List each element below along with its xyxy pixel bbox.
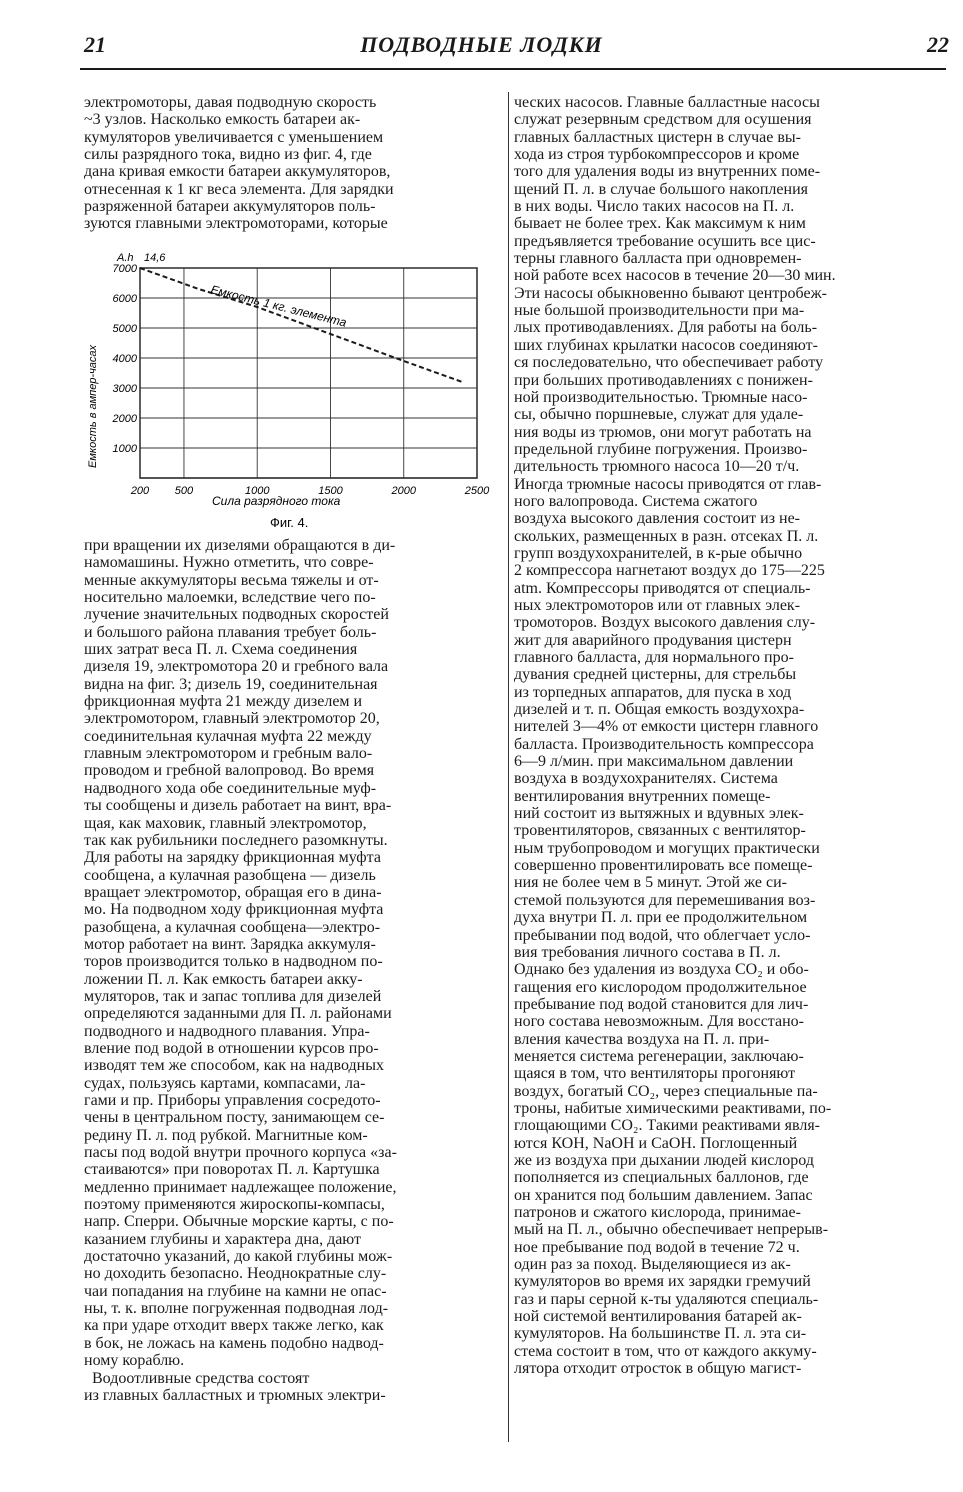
- text-line: из главных балластных и трюмных электри-: [84, 1386, 386, 1404]
- text-line: воздуха высокого давления состоит из не-: [514, 510, 801, 528]
- text-line: видна на фиг. 3; дизель 19, соединительная: [84, 675, 378, 693]
- text-line: жит для аварийного продувания цистерн: [514, 631, 792, 649]
- text-line: Водоотливные средства состоят: [84, 1369, 310, 1387]
- text-line: духа внутри П. л. при ее продолжительном: [514, 909, 808, 927]
- text-line: разобщена, а кулачная сообщена—электро-: [84, 918, 381, 936]
- text-line: меняется система регенерации, заключаю-: [514, 1047, 804, 1065]
- text-line: вращает электромотор, обращая его в дина-: [84, 883, 382, 901]
- text-line: ты сообщены и дизель работает на винт, вра-: [84, 797, 392, 815]
- text-line: лятора отходит отросток в общую магист-: [514, 1360, 802, 1378]
- page-number-left: 21: [84, 32, 106, 57]
- text-line: дительность трюмного насоса 10—20 т/ч.: [514, 458, 800, 476]
- text-line: пребывание под водой становится для лич-: [514, 995, 809, 1013]
- capacity-chart: [84, 248, 502, 538]
- text-line: но доходить безопасно. Неоднократные слу-: [84, 1265, 387, 1283]
- text-line: из торпедных аппаратов, для пуска в ход: [514, 683, 792, 701]
- text-line: подводного и надводного плавания. Упра-: [84, 1022, 370, 1040]
- text-line: так как рубильники последнего разомкнуты.: [84, 831, 388, 849]
- text-line: чаи попадания на глубине на камни не опас-: [84, 1282, 387, 1300]
- text-line: служат резервным средством для осушения: [514, 111, 812, 129]
- text-line: нителей 3—4% от емкости цистерн главного: [514, 718, 819, 736]
- text-line: того для удаления воды из внутренних поме-: [514, 163, 821, 181]
- text-line: сообщена, а кулачная разобщена — дизель: [84, 866, 376, 884]
- text-line: судах, пользуясь картами, компасами, ла-: [84, 1074, 366, 1092]
- text-line: групп воздухохранителей, в к-рые обычно: [514, 544, 803, 562]
- text-line: ное пребывание под водой в течение 72 ч.: [514, 1238, 800, 1256]
- text-line: гами и пр. Приборы управления сосредото-: [84, 1092, 381, 1109]
- text-line: ся последовательно, что обеспечивает работу: [514, 354, 824, 372]
- text-line: хода из строя турбокомпрессоров и кроме: [514, 146, 800, 164]
- text-line: пасы под водой внутри прочного корпуса «за-: [84, 1144, 397, 1162]
- text-line: пребывании под водой, что облегчает усло-: [514, 926, 811, 944]
- x-axis-label: Сила разрядного тока: [212, 494, 341, 508]
- text-line: вентилирования внутренних помеще-: [514, 787, 771, 805]
- text-line: стема состоит в том, что от каждого аккуму-: [514, 1342, 817, 1360]
- text-line: щая, как маховик, главный электромотор,: [84, 814, 367, 832]
- text-line: ются КОН, NaOH и CaOH. Поглощенный: [514, 1134, 798, 1152]
- column-divider: [508, 92, 509, 1442]
- text-line: предельной глубине погружения. Произво-: [514, 440, 808, 458]
- text-line: терны главного балласта при одновремен-: [514, 250, 802, 268]
- text-line: ному кораблю.: [84, 1352, 185, 1370]
- text-line: электромотором, главный электромотор 20,: [84, 710, 380, 728]
- text-line: в бок, не ложась на камень подобно надвод-: [84, 1334, 384, 1352]
- text-line: при больших противодавлениях с понижен-: [514, 371, 813, 389]
- text-line: Однако без удаления из воздуха CO₂ и обо-: [514, 961, 809, 979]
- text-line: вление под водой в отношении курсов про-: [84, 1039, 379, 1057]
- text-line: лучение значительных подводных скоростей: [84, 606, 389, 624]
- text-line: главным электромотором и гребным вало-: [84, 745, 373, 763]
- text-line: дувания средней цистерны, для стрельбы: [514, 666, 797, 684]
- text-line: надводного хода обе соединительные муф-: [84, 779, 377, 797]
- text-line: напр. Сперри. Обычные морские карты, с по-: [84, 1213, 394, 1231]
- text-line: щений П. л. в случае большого накопления: [514, 180, 808, 198]
- text-line: скольких, размещенных в разн. отсеках П. л.: [514, 527, 819, 545]
- page-number-right: 22: [927, 32, 949, 57]
- chart-grid: [140, 268, 477, 478]
- text-line: торов производится только в надводном по-: [84, 953, 383, 971]
- text-line: отнесенная к 1 кг веса элемента. Для зарядки: [84, 180, 394, 198]
- y-tick-label: 1000: [112, 443, 137, 455]
- text-line: сы, обычно поршневые, служат для удале-: [514, 406, 804, 424]
- text-line: поэтому применяются жироскопы-компасы,: [84, 1196, 385, 1214]
- text-line: тровентиляторов, связанных с вентилятор-: [514, 822, 806, 840]
- text-line: ка при ударе отходит вверх также легко, как: [84, 1317, 384, 1335]
- text-line: гащения его кислородом продолжительное: [514, 978, 807, 996]
- curve-annotation: Емкость 1 кг. элемента: [209, 282, 348, 330]
- text-line: определяются заданными для П. л. районами: [84, 1005, 392, 1023]
- text-line: Для работы на зарядку фрикционная муфта: [84, 849, 381, 867]
- text-line: менные аккумуляторы весьма тяжелы и от-: [84, 571, 379, 589]
- text-line: ного состава невозможным. Для восстано-: [514, 1013, 804, 1031]
- unit-label: A.h: [117, 252, 134, 264]
- text-line: проводом и гребной валопровод. Во время: [84, 762, 375, 780]
- text-line: главных балластных цистерн в случае вы-: [514, 128, 801, 146]
- text-line: зуются главными электромоторами, которые: [84, 215, 388, 233]
- text-line: лых противодавлениях. Для работы на боль-: [514, 319, 818, 337]
- text-line: 6—9 л/мин. при максимальном давлении: [514, 753, 794, 771]
- text-line: совершенно провентилировать все помеще-: [514, 857, 813, 875]
- left-column-top: [84, 94, 502, 233]
- text-line: тромоторов. Воздух высокого давления слу-: [514, 614, 816, 632]
- text-line: ний состоит из вытяжных и вдувных элек-: [514, 805, 804, 823]
- text-line: ших затрат веса П. л. Схема соединения: [84, 641, 358, 659]
- text-line: он хранится под большим давлением. Запас: [514, 1186, 813, 1204]
- text-line: электромоторы, давая подводную скорость: [84, 94, 377, 111]
- text-line: ных электромоторов или от главных элек-: [514, 596, 801, 614]
- x-tick-label: 1000: [244, 485, 270, 497]
- text-line: вления качества воздуха на П. л. при-: [514, 1030, 770, 1048]
- text-line: троны, набитые химическими реактивами, по-: [514, 1099, 832, 1117]
- left-column-bottom: [84, 537, 502, 1404]
- x-tick-label: 2000: [391, 485, 416, 497]
- text-line: при вращении их дизелями обращаются в ди-: [84, 537, 396, 554]
- text-line: чены в центральном посту, занимающем се-: [84, 1109, 385, 1127]
- text-line: atm. Компрессоры приводятся от специаль-: [514, 579, 811, 597]
- text-line: ной работе всех насосов в течение 20—30 мин.: [514, 267, 836, 285]
- text-line: щаяся в том, что вентиляторы прогоняют: [514, 1065, 796, 1083]
- text-line: ные большой производительности при ма-: [514, 302, 805, 320]
- text-line: балласта. Производительность компрессора: [514, 735, 814, 753]
- capacity-curve: [140, 268, 462, 382]
- y-tick-label: 3000: [112, 383, 137, 395]
- figure-caption: Фиг. 4.: [270, 515, 309, 530]
- figure-4: [84, 248, 502, 538]
- plot-frame: [140, 268, 477, 478]
- text-line: глощающими CO₂. Такими реактивами явля-: [514, 1117, 821, 1135]
- text-line: ны, т. к. вполне погруженная подводная лод-: [84, 1300, 389, 1318]
- y-tick-label: 2000: [112, 413, 137, 425]
- x-tick-label: 200: [130, 485, 150, 497]
- header-rule: [80, 68, 946, 70]
- right-column: [514, 94, 944, 1377]
- text-line: Эти насосы обыкновенно бывают центробеж-: [514, 284, 827, 302]
- text-line: ной системой вентилирования батарей ак-: [514, 1308, 802, 1326]
- text-line: ным трубопроводом и могущих практически: [514, 839, 820, 857]
- text-line: кумуляторов во время их зарядки гремучий: [514, 1273, 811, 1291]
- text-line: стемой пользуются для перемешивания воз-: [514, 891, 816, 909]
- text-line: кумуляторов увеличивается с уменьшением: [84, 128, 384, 146]
- text-line: ной производительностью. Трюмные насо-: [514, 388, 808, 406]
- text-line: ного валопровода. Система сжатого: [514, 492, 758, 510]
- y-tick-label: 6000: [112, 293, 137, 305]
- text-line: ложении П. л. Как емкость батареи акку-: [84, 970, 363, 988]
- text-line: медленно принимает надлежащее положение,: [84, 1178, 397, 1196]
- text-line: кумуляторов. На большинстве П. л. эта си-: [514, 1325, 807, 1343]
- y-axis-label: Емкость в ампер-часах: [87, 344, 99, 468]
- text-line: достаточно указаний, до какой глубины мож-: [84, 1248, 393, 1266]
- text-line: главного балласта, для нормального про-: [514, 649, 794, 666]
- text-line: бывает не более трех. Как максимум к ним: [514, 215, 806, 233]
- y-tick-label: 4000: [112, 353, 137, 365]
- text-line: мотор работает на винт. Зарядка аккумуля-: [84, 935, 376, 953]
- text-line: фрикционная муфта 21 между дизелем и: [84, 693, 363, 711]
- text-line: ших глубинах крылатки насосов соединяют-: [514, 336, 818, 354]
- text-line: же из воздуха при дыхании людей кислород: [514, 1151, 814, 1169]
- text-line: дизеля 19, электромотора 20 и гребного вала: [84, 658, 389, 676]
- x-tick-label: 500: [174, 485, 194, 497]
- text-line: в них воды. Число таких насосов на П. л.: [514, 198, 795, 216]
- text-line: воздуха в воздухохранителях. Система: [514, 770, 778, 788]
- y-tick-label: 5000: [112, 323, 137, 335]
- text-line: патронов и сжатого кислорода, принимае-: [514, 1204, 801, 1221]
- text-line: изводят тем же способом, как на надводных: [84, 1057, 384, 1075]
- x-tick-label: 1500: [318, 485, 343, 497]
- text-line: ния воды из трюмов, они могут работать на: [514, 423, 812, 441]
- text-line: стаиваются» при поворотах П. л. Картушка: [84, 1161, 380, 1179]
- text-line: газ и пары серной к-ты удаляются специаль-: [514, 1290, 819, 1308]
- text-line: мо. На подводном ходу фрикционная муфта: [84, 901, 384, 919]
- y-tick-label: 7000: [112, 263, 137, 275]
- text-line: воздух, богатый CO₂, через специальные па-: [514, 1082, 818, 1100]
- text-line: казанием глубины и характера дна, дают: [84, 1230, 362, 1248]
- text-line: пополняется из специальных баллонов, где: [514, 1169, 809, 1187]
- text-line: носительно малоемки, вследствие чего по-: [84, 589, 376, 607]
- x-tick-label: 2500: [464, 485, 490, 497]
- text-line: вия требования личного состава в П. л.: [514, 943, 781, 961]
- text-line: соединительная кулачная муфта 22 между: [84, 727, 372, 745]
- text-line: ~3 узлов. Насколько емкость батареи ак-: [84, 111, 361, 129]
- text-line: мый на П. л., обычно обеспечивает непрерыв-: [514, 1221, 829, 1239]
- text-line: силы разрядного тока, видно из фиг. 4, где: [84, 146, 372, 164]
- text-line: дизелей и т. п. Общая емкость воздухохра-: [514, 701, 805, 719]
- text-line: один раз за поход. Выделяющиеся из ак-: [514, 1256, 791, 1274]
- page-header: [0, 32, 963, 72]
- text-line: и большого района плавания требует боль-: [84, 623, 377, 641]
- text-line: редину П. л. под рубкой. Магнитные ком-: [84, 1126, 368, 1144]
- text-line: ния не более чем в 5 минут. Этой же си-: [514, 874, 787, 892]
- text-line: 2 компрессора нагнетают воздух до 175—225: [514, 562, 825, 580]
- first-value-label: 14,6: [144, 252, 166, 264]
- text-line: ческих насосов. Главные балластные насосы: [514, 94, 820, 111]
- running-title: ПОДВОДНЫЕ ЛОДКИ: [360, 32, 603, 57]
- text-line: намомашины. Нужно отметить, что совре-: [84, 554, 374, 572]
- text-line: разряженной батареи аккумуляторов поль-: [84, 198, 376, 216]
- text-line: Иногда трюмные насосы приводятся от глав-: [514, 475, 822, 493]
- text-line: предъявляется требование осушить все цис-: [514, 232, 816, 250]
- text-line: дана кривая емкости батареи аккумуляторов,: [84, 163, 391, 181]
- y-tick-labels: [112, 263, 138, 455]
- text-line: муляторов, так и запас топлива для дизелей: [84, 987, 382, 1005]
